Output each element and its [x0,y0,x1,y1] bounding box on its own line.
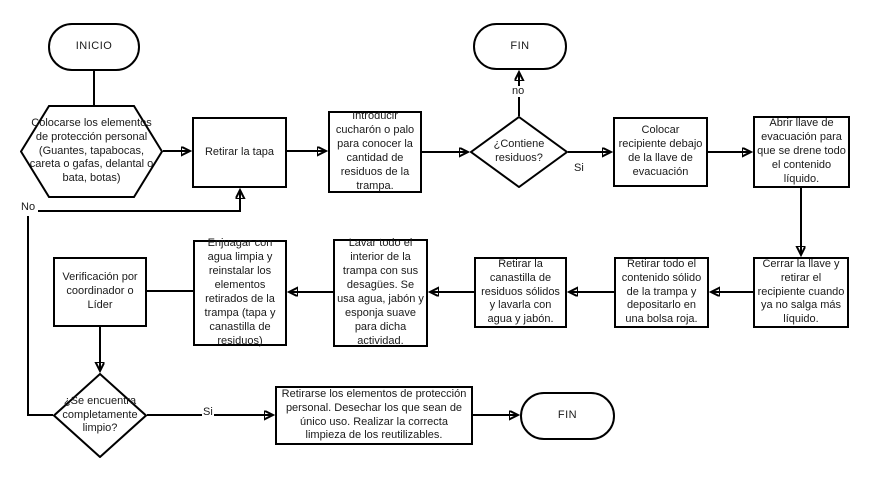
edge-label-si-limpio: Si [203,406,213,418]
preparation-label: Colocarse los elementos de protección personal (Guantes, tapabocas, careta o gafas, delantal o bata, botas) [29,116,154,185]
process-introducir-cucharon [328,111,422,193]
process-retirar-canastilla-label: Retirar la canastilla de residuos sólidos y lavarla con agua y jabón. [481,257,560,326]
decision-contiene-label: ¿Contiene residuos? [493,138,545,164]
process-retirar-contenido [614,257,709,328]
process-enjuagar-label: Enjuagar con agua limpia y reinstalar los elementos retirados de la trampa (tapa y canastilla de residuos) [204,237,276,347]
end-bottom-label: FIN [557,409,578,422]
process-abrir-label: Abrir llave de evacuación para que se drene todo el contenido líquido. [757,117,846,185]
decision-contiene-residuos [470,116,568,188]
end-terminator-bottom [520,392,615,440]
process-abrir-llave [753,116,850,188]
process-cerrar-llave [753,257,849,328]
process-cerrar-label: Cerrar la llave y retirar el recipiente cuando ya no salga más líquido. [757,257,845,326]
decision-completamente-limpio [53,373,147,458]
process-verificacion [53,257,147,327]
process-colocar-label: Colocar recipiente debajo de la llave de evacuación [618,124,703,178]
process-introducir-label: Introducir cucharón o palo para conocer la cantidad de residuos de la trampa. [335,110,415,192]
decision-limpio-label: ¿Se encuentra completamente limpio? [62,394,138,435]
start-label: INICIO [75,40,113,53]
edge-label-no-limpio: No [21,201,36,213]
process-retirarse-label: Retirarse los elementos de protección personal. Desechar los que sean de único uso. Realizar la correcta limpieza de los reutilizables. [281,387,467,442]
edge-limpio-no-return-1 [28,216,53,415]
process-retirar-tapa [192,117,287,188]
end-top-label: FIN [510,39,530,52]
edge-label-si-contiene: Si [574,162,584,174]
process-retirar-canastilla [474,257,567,328]
process-verificacion-label: Verificación por coordinador o Líder [62,271,138,311]
start-terminator [48,23,140,71]
process-enjuagar [193,237,287,347]
process-colocar-recipiente [613,117,708,187]
process-lavar-label: Lavar todo el interior de la trampa con sus desagües. Se usa agua, jabón y esponja suave para dicha actividad. [337,237,424,347]
process-retirar-contenido-label: Retirar todo el contenido sólido de la trampa y depositarlo en una bolsa roja. [621,257,702,326]
process-retirarse-epp [275,386,473,445]
preparation-colocarse-epp [20,105,163,198]
end-terminator-top [473,23,567,70]
process-lavar-interior [333,239,428,347]
process-retirar-tapa-label: Retirar la tapa [204,145,275,158]
edge-label-no-contiene: no [512,85,525,97]
